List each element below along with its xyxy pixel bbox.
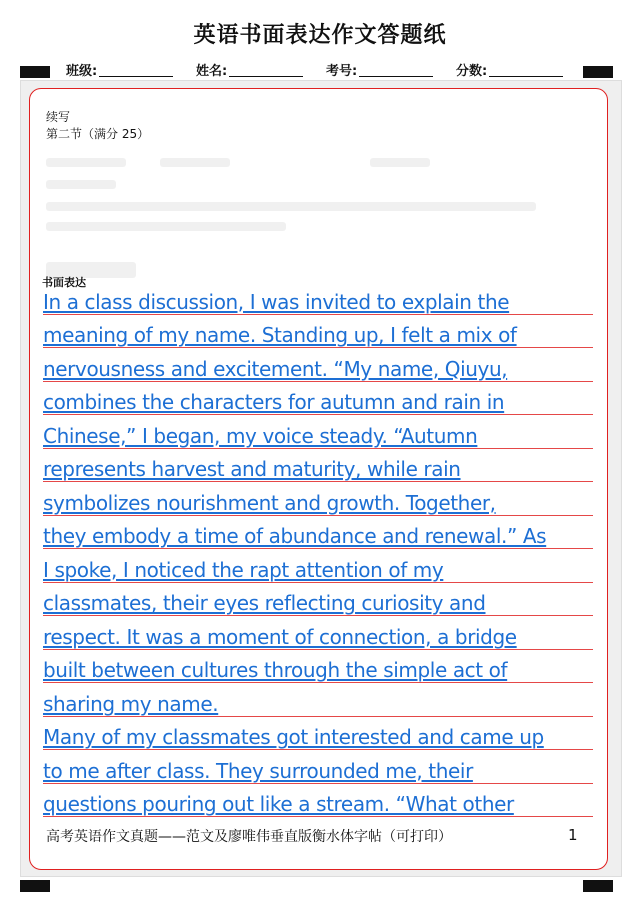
writing-line <box>43 414 593 449</box>
faint-mark <box>46 180 116 189</box>
essay-line-text: Chinese,” I began, my voice steady. “Autumn <box>43 423 478 448</box>
class-field <box>66 60 173 79</box>
section-subheading: 第二节（满分 25） <box>46 127 150 141</box>
essay-line-text: they embody a time of abundance and renewal.” As <box>43 524 547 548</box>
writing-line <box>43 515 593 550</box>
page-footer: 高考英语作文真题——范文及廖唯伟垂直版衡水体字帖（可打印） <box>46 829 452 845</box>
exam-number-blank[interactable] <box>359 62 433 77</box>
writing-line <box>43 749 593 784</box>
exam-number-label: 考号: <box>326 64 358 79</box>
score-field <box>456 60 563 79</box>
essay-line-text: respect. It was a moment of connection, a bridge <box>43 624 517 649</box>
name-label: 姓名: <box>196 64 228 79</box>
score-blank[interactable] <box>489 62 563 77</box>
faint-mark <box>46 202 536 211</box>
essay-line-text: to me after class. They surrounded me, their <box>43 758 473 783</box>
writing-line <box>43 582 593 617</box>
page-number: 1 <box>568 826 578 844</box>
alignment-mark-bottom-right <box>583 880 613 892</box>
essay-line-text: meaning of my name. Standing up, I felt a mix of <box>43 323 517 347</box>
class-blank[interactable] <box>99 62 173 77</box>
essay-line-text: symbolizes nourishment and growth. Together, <box>43 490 496 515</box>
essay-line-text: classmates, their eyes reflecting curiosity and <box>43 591 486 615</box>
faint-mark <box>370 158 430 167</box>
student-info-row <box>0 60 640 80</box>
name-field <box>196 60 303 79</box>
writing-line <box>43 347 593 382</box>
writing-line <box>43 314 593 349</box>
page-title: 英语书面表达作文答题纸 <box>193 23 447 48</box>
essay-line-text: combines the characters for autumn and rain in <box>43 390 505 414</box>
essay-line-text: built between cultures through the simple act of <box>43 658 508 682</box>
writing-line <box>43 381 593 416</box>
alignment-mark-bottom-left <box>20 880 50 892</box>
writing-line <box>43 682 593 717</box>
writing-line <box>43 649 593 684</box>
class-label: 班级: <box>66 64 98 79</box>
essay-line-text: In a class discussion, I was invited to explain the <box>43 289 510 314</box>
name-blank[interactable] <box>229 62 303 77</box>
writing-line <box>43 783 593 818</box>
essay-line-text: sharing my name. <box>43 691 219 716</box>
exam-number-field <box>326 60 433 79</box>
writing-line <box>43 481 593 516</box>
score-label: 分数: <box>456 64 488 79</box>
section-heading: 续写 <box>46 110 71 124</box>
writing-section-label: 书面表达 <box>42 276 86 289</box>
essay-line-text: nervousness and excitement. “My name, Qiuyu, <box>43 356 508 381</box>
faint-mark <box>46 158 126 167</box>
writing-line <box>43 280 593 315</box>
writing-line <box>43 615 593 650</box>
essay-line-text: Many of my classmates got interested and came up <box>43 725 544 749</box>
writing-line <box>43 548 593 583</box>
faint-mark <box>46 222 286 231</box>
writing-line <box>43 716 593 751</box>
essay-line-text: I spoke, I noticed the rapt attention of my <box>43 557 444 582</box>
essay-line-text: represents harvest and maturity, while rain <box>43 457 461 481</box>
faint-mark <box>160 158 230 167</box>
essay-line-text: questions pouring out like a stream. “What other <box>43 792 514 816</box>
alignment-mark-top-right <box>583 66 613 78</box>
writing-line <box>43 448 593 483</box>
alignment-mark-top-left <box>20 66 50 78</box>
